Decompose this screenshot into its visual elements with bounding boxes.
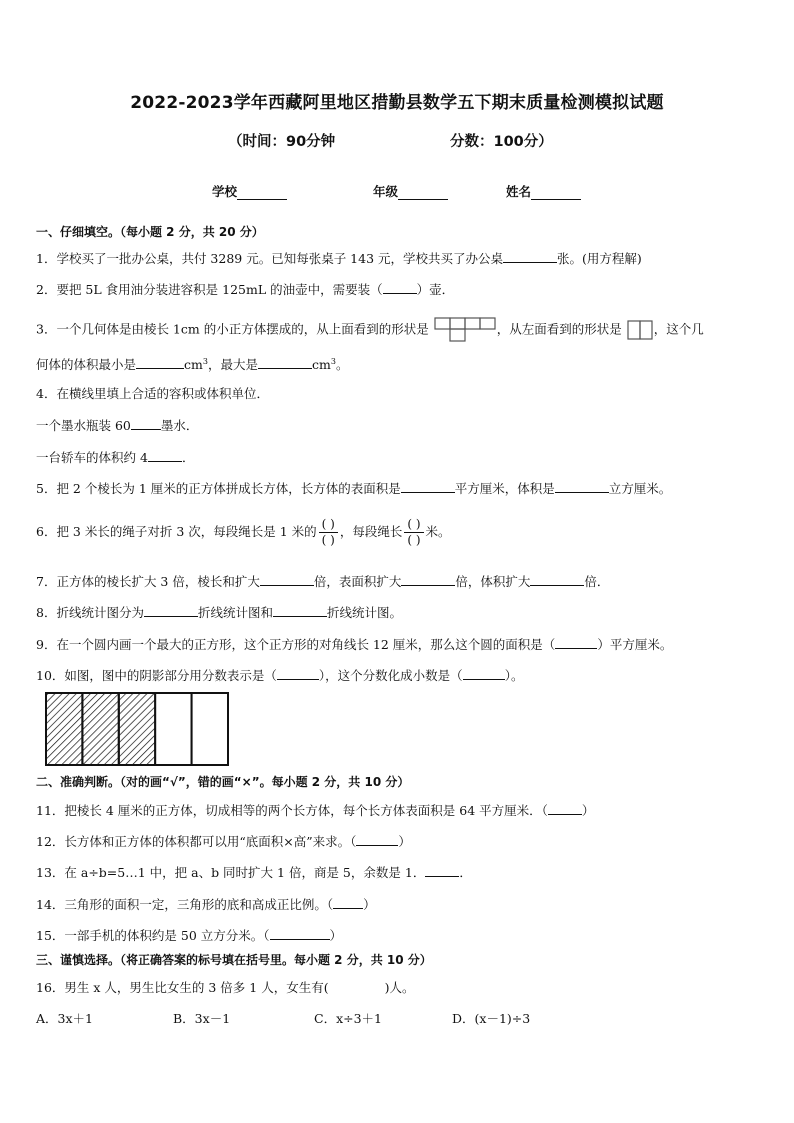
question-10: [36, 667, 523, 684]
q2-text: 2．要把 5L 食用油分装进容积是 125mL 的油壶中，需要装（: [36, 282, 383, 297]
q7-text-3: 倍，体积扩大: [455, 574, 531, 589]
q5-text-end: 立方厘米。: [608, 481, 672, 496]
grade-blank[interactable]: [398, 186, 448, 200]
name-blank[interactable]: [531, 186, 581, 200]
q4-b-blank[interactable]: [148, 449, 182, 462]
question-7: [36, 573, 609, 590]
q3-sup-2: 3: [330, 357, 336, 366]
q6-text: 6．把 3 米长的绳子对折 3 次，每段绳长是 1 米的: [36, 524, 317, 539]
option-b[interactable]: B．3x－1: [173, 1011, 231, 1026]
q14-text: 14．三角形的面积一定，三角形的底和高成正比例。（: [36, 897, 334, 912]
q2-text-end: ）壶．: [416, 282, 455, 297]
school-field[interactable]: [212, 182, 287, 200]
q2-blank[interactable]: [383, 281, 417, 294]
q10-blank-1[interactable]: [277, 667, 319, 680]
q3-text-4: 何体的体积最小是: [36, 357, 137, 373]
q6-fraction-1[interactable]: [319, 517, 338, 548]
q7-blank-3[interactable]: [530, 573, 584, 586]
q8-text-end: 折线统计图。: [326, 605, 402, 620]
q3-unit-2: cm: [311, 357, 331, 373]
q1-text-end: 张。(用方程解): [557, 251, 642, 266]
question-16: [36, 980, 414, 996]
q3-text-2: ，从左面看到的形状是: [496, 321, 622, 337]
q4-b-text-end: ．: [181, 450, 195, 465]
question-8: [36, 604, 402, 621]
q5-text-2: 平方厘米，体积是: [454, 481, 555, 496]
q3-blank-min[interactable]: [136, 356, 184, 369]
question-1: [36, 250, 642, 267]
q9-text: 9．在一个圆内画一个最大的正方形，这个正方形的对角线长 12 厘米，那么这个圆的面积是（: [36, 637, 556, 652]
question-14: [36, 896, 376, 913]
q3-unit-1: cm: [184, 357, 203, 373]
q3-text-end: 。: [335, 357, 349, 373]
q3-blank-max[interactable]: [258, 356, 312, 369]
q7-text: 7．正方体的棱长扩大 3 倍，棱长和扩大: [36, 574, 260, 589]
q13-text-end: ．: [459, 865, 472, 880]
q7-text-end: 倍．: [584, 574, 610, 589]
question-4: 4．在横线里填上合适的容积或体积单位．: [36, 386, 269, 401]
q11-blank[interactable]: [548, 802, 582, 815]
option-c[interactable]: C．x÷3＋1: [314, 1011, 382, 1026]
q10-blank-2[interactable]: [463, 667, 505, 680]
option-d[interactable]: D．(x－1)÷3: [452, 1011, 531, 1026]
name-label: 姓名: [506, 184, 532, 199]
q6-text-end: 米。: [425, 524, 451, 539]
q5-text: 5．把 2 个棱长为 1 厘米的正方体拼成长方体，长方体的表面积是: [36, 481, 401, 496]
q11-text: 11．把棱长 4 厘米的正方体，切成相等的两个长方体，每个长方体表面积是 64 平方厘米．（: [36, 803, 548, 818]
q8-text: 8．折线统计图分为: [36, 605, 144, 620]
section-3-heading: 三、谨慎选择。（将正确答案的标号填在括号里。每小题 2 分，共 10 分）: [36, 953, 432, 967]
q1-text: 1．学校买了一批办公桌，共付 3289 元。已知每张桌子 143 元，学校共买了办公桌: [36, 251, 504, 266]
q15-text-end: ）: [329, 928, 343, 943]
grade-label: 年级: [373, 184, 399, 199]
q12-text-end: ）: [398, 834, 411, 849]
q3-text: 3．一个几何体是由棱长 1cm 的小正方体摆成的，从上面看到的形状是: [36, 321, 429, 337]
unshaded-cell: [192, 693, 228, 765]
name-field[interactable]: [506, 182, 581, 200]
q6-frac1-numerator: ( ): [319, 517, 338, 533]
unshaded-cell: [155, 693, 191, 765]
time-label: （时间：90分钟: [228, 134, 336, 150]
left-view-shape-icon: [626, 318, 654, 342]
score-label: 分数：100分）: [450, 134, 553, 150]
q3-sup-1: 3: [202, 357, 208, 366]
page-title: 2022-2023学年西藏阿里地区措勤县数学五下期末质量检测模拟试题: [130, 93, 664, 113]
q5-blank-1[interactable]: [401, 480, 455, 493]
q6-frac2-denominator: ( ): [407, 533, 421, 547]
question-11: [36, 802, 594, 819]
q8-blank-2[interactable]: [273, 604, 327, 617]
q15-text: 15．一部手机的体积约是 50 立方分米。（: [36, 928, 270, 943]
q10-text-end: ）。: [504, 668, 524, 683]
q16-text: 16．男生 x 人，男生比女生的 3 倍多 1 人，女生有(: [36, 980, 329, 995]
q4-a-blank[interactable]: [131, 417, 161, 430]
question-4-a: [36, 417, 198, 434]
q1-blank[interactable]: [503, 250, 557, 263]
q3-text-3: ，这个几: [653, 321, 704, 337]
school-blank[interactable]: [237, 186, 287, 200]
q16-text-end: )人。: [384, 980, 415, 995]
question-15: [36, 927, 342, 944]
q7-blank-1[interactable]: [260, 573, 314, 586]
question-6: [36, 514, 451, 550]
q12-blank[interactable]: [356, 833, 398, 846]
q15-blank[interactable]: [270, 927, 330, 940]
exam-info: [228, 130, 553, 151]
question-3: [36, 316, 704, 344]
q12-text: 12．长方体和正方体的体积都可以用“底面积×高”来求。（: [36, 834, 357, 849]
q4-b-text: 一台轿车的体积约 4: [36, 450, 148, 465]
question-4-b: [36, 449, 194, 466]
q8-blank-1[interactable]: [144, 604, 198, 617]
shaded-cell: [119, 693, 155, 765]
shaded-cell: [82, 693, 118, 765]
q6-frac2-numerator: ( ): [404, 517, 423, 533]
q13-blank[interactable]: [425, 864, 459, 877]
question-12: [36, 833, 411, 850]
q4-a-text: 一个墨水瓶装 60: [36, 418, 131, 433]
q14-blank[interactable]: [333, 896, 363, 909]
question-3-cont: [36, 354, 348, 373]
q8-text-2: 折线统计图和: [197, 605, 273, 620]
q10-text: 10．如图，图中的阴影部分用分数表示是（: [36, 668, 277, 683]
q10-text-2: ），这个分数化成小数是（: [318, 668, 463, 683]
fraction-rectangle-figure: [44, 690, 232, 768]
q6-frac1-denominator: ( ): [321, 533, 335, 547]
option-a[interactable]: A．3x＋1: [36, 1011, 93, 1026]
q5-blank-2[interactable]: [555, 480, 609, 493]
section-1-heading: 一、仔细填空。（每小题 2 分，共 20 分）: [36, 225, 264, 239]
question-5: [36, 480, 671, 497]
q6-fraction-2[interactable]: [404, 517, 423, 548]
section-2-heading: 二、准确判断。（对的画“√”，错的画“×”。每小题 2 分，共 10 分）: [36, 775, 410, 789]
top-view-shape-icon: [433, 316, 497, 344]
q9-text-end: ）平方厘米。: [597, 637, 673, 652]
q3-text-5: ，最大是: [207, 357, 258, 373]
grade-field[interactable]: [373, 182, 448, 200]
question-2: [36, 281, 454, 298]
q11-text-end: ）: [581, 803, 595, 818]
question-13: [36, 864, 472, 881]
q4-a-text-end: 墨水．: [160, 418, 199, 433]
q7-blank-2[interactable]: [401, 573, 455, 586]
q6-text-2: ，每段绳长: [339, 524, 403, 539]
question-9: [36, 636, 672, 653]
shaded-cell: [46, 693, 82, 765]
q7-text-2: 倍，表面积扩大: [313, 574, 402, 589]
q14-text-end: ）: [363, 897, 376, 912]
school-label: 学校: [212, 184, 238, 199]
q13-text: 13．在 a÷b=5…1 中，把 a、b 同时扩大 1 倍，商是 5，余数是 1．: [36, 865, 426, 880]
q9-blank[interactable]: [555, 636, 597, 649]
